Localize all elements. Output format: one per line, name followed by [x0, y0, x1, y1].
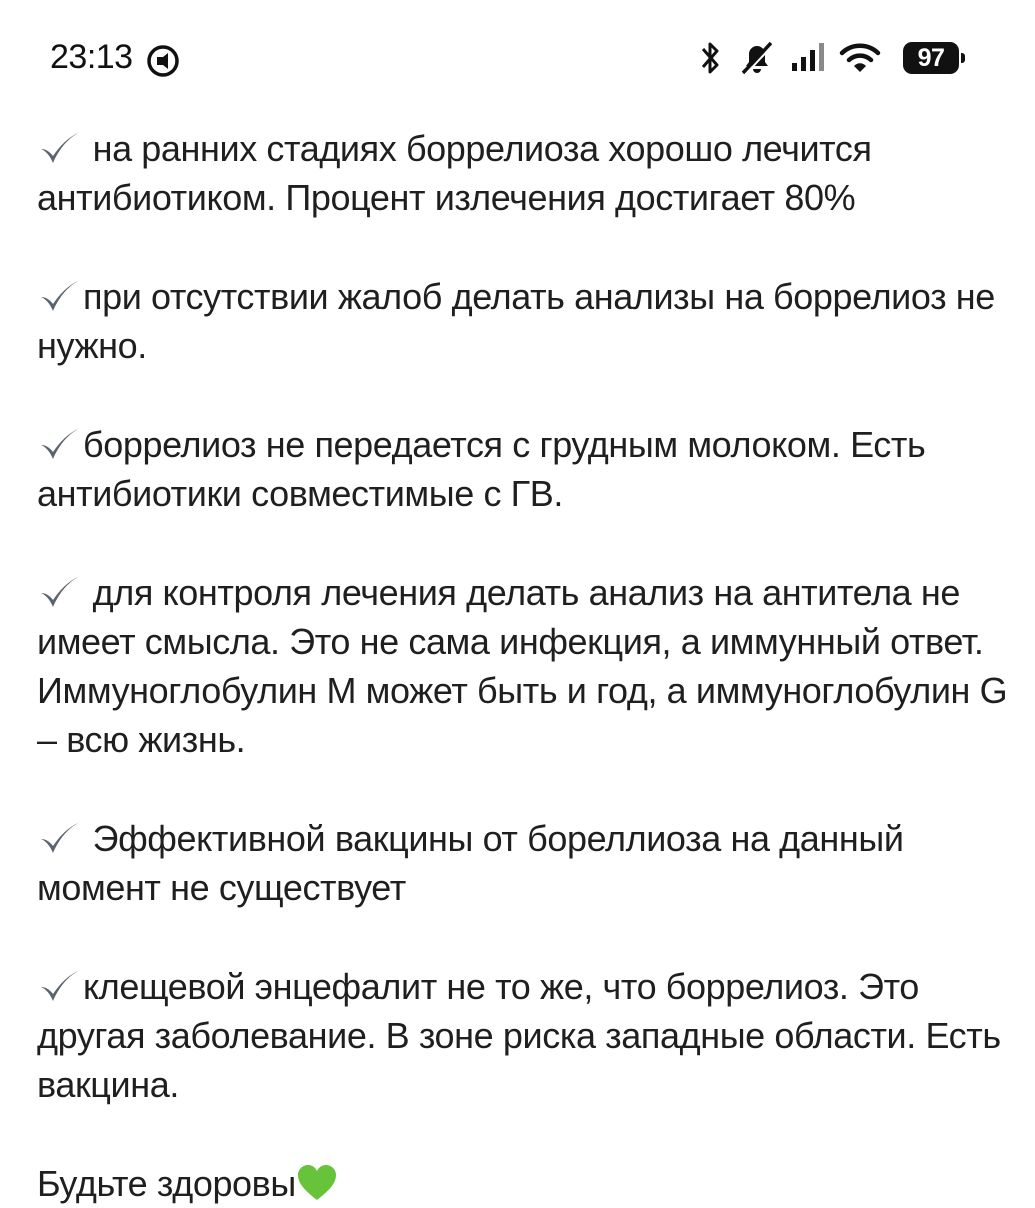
- paragraph-text: на ранних стадиях боррелиоза хорошо лечится антибиотиком. Процент излечения достигает 80%: [37, 128, 872, 218]
- check-icon: [37, 129, 83, 167]
- closing-text: Будьте здоровы: [37, 1163, 296, 1204]
- post-paragraph: [37, 272, 1012, 370]
- paragraph-text: боррелиоз не передается с грудным молоком. Есть антибиотики совместимые с ГВ.: [37, 424, 926, 514]
- paragraph-text: Эффективной вакцины от бореллиоза на данный момент не существует: [37, 818, 904, 908]
- signal-icon: [791, 41, 825, 75]
- bluetooth-icon: [699, 39, 723, 77]
- notification-icon: [146, 44, 180, 78]
- post-paragraph: [37, 814, 1012, 912]
- post-text: [37, 124, 1012, 1208]
- battery-icon: [903, 42, 965, 74]
- check-icon: [37, 425, 83, 463]
- post-paragraph: [37, 124, 1012, 222]
- paragraph-text: при отсутствии жалоб делать анализы на боррелиоз не нужно.: [37, 276, 995, 366]
- check-icon: [37, 573, 83, 611]
- post-closing: [37, 1159, 1012, 1208]
- post-paragraph: [37, 568, 1012, 764]
- status-time: 23:13: [50, 38, 133, 76]
- bell-muted-icon: [737, 39, 777, 77]
- green-heart-icon: [296, 1164, 338, 1202]
- check-icon: [37, 819, 83, 857]
- status-icons: [685, 38, 965, 78]
- post-paragraph: [37, 420, 1012, 518]
- battery-tip: [961, 53, 965, 63]
- status-bar: [0, 0, 1035, 110]
- paragraph-text: клещевой энцефалит не то же, что боррелиоз. Это другая заболевание. В зоне риска западные области. Есть вакцина.: [37, 966, 1001, 1105]
- wifi-icon: [839, 41, 881, 75]
- battery-level: 97: [903, 42, 959, 74]
- paragraph-text: для контроля лечения делать анализ на антитела не имеет смысла. Это не сама инфекция, а иммунный ответ. Иммуноглобулин М может быть и год, а иммуноглобулин G – всю жизнь.: [37, 572, 1008, 760]
- check-icon: [37, 277, 83, 315]
- check-icon: [37, 967, 83, 1005]
- post-paragraph: [37, 962, 1012, 1109]
